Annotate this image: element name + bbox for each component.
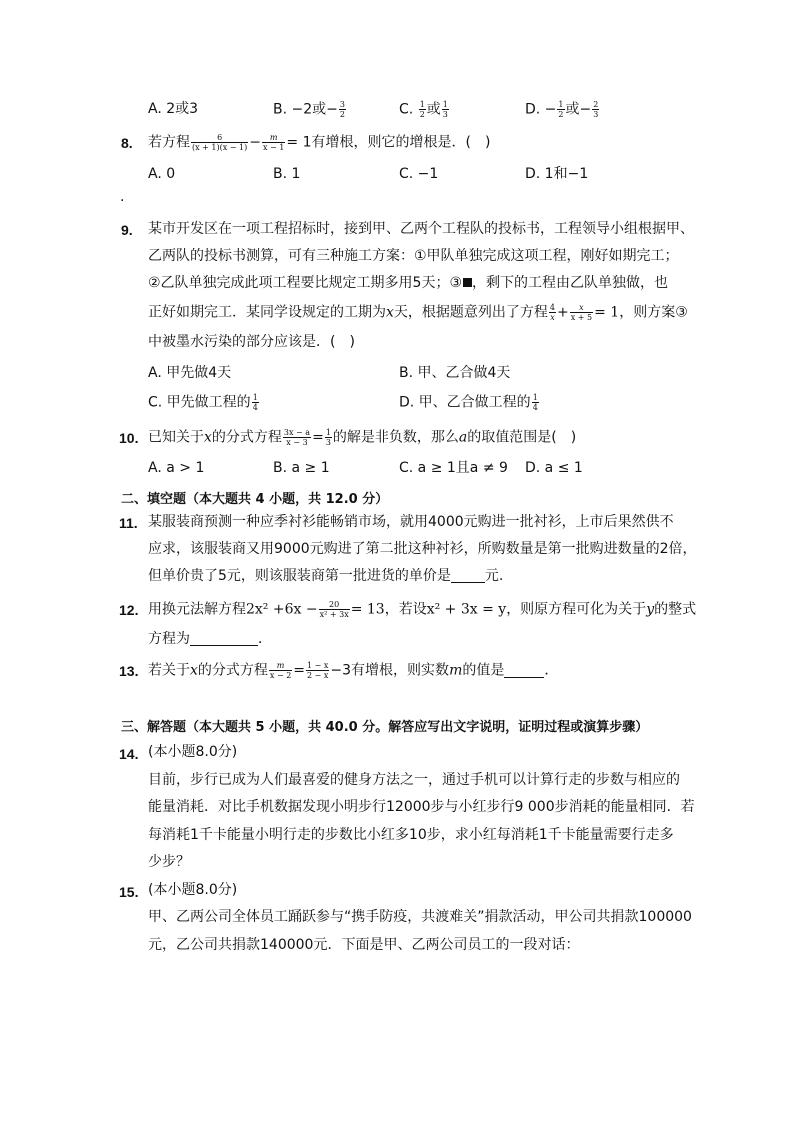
q12-equation-part-2: = 13，若设 (350, 601, 427, 618)
q8-option-a: A. 0 (148, 166, 176, 182)
q10-option-d: D. a ≤ 1 (525, 460, 583, 476)
plus-sign: + (557, 304, 569, 321)
q9-option-c (148, 393, 260, 412)
q14-line-2: 能量消耗．对比手机数据发现小明步行12000步与小红步行9 000步消耗的能量相同．若 (148, 799, 695, 815)
q10-option-a: A. a > 1 (148, 460, 205, 476)
variable: x (190, 662, 198, 679)
variable: y (646, 601, 655, 618)
q10-text: 已知关于 (148, 429, 204, 446)
q14-score: (本小题8.0分) (148, 744, 238, 760)
q7-option-d (525, 100, 600, 119)
q15-line-2: 元，乙公司共捐款140000元．下面是甲、乙两公司员工的一段对话： (148, 937, 580, 953)
question-number: 15. (119, 884, 139, 900)
q7-option-b-text: B. −2或− (273, 101, 338, 118)
q12-line-2 (148, 630, 272, 648)
q9-line-5: 中被墨水污染的部分应该是．( ) (148, 334, 355, 350)
q12-line-2-tail: ． (258, 631, 272, 647)
ink-blot-icon (463, 278, 472, 287)
q9-line-2: 乙两队的投标书测算，可有三种施工方案：①甲队单独完成这项工程，刚好如期完工； (148, 248, 679, 264)
fraction: $\frac{1}{2}$ (558, 100, 564, 119)
q7-option-c-text: C. (399, 101, 418, 118)
fraction: $\frac{1}{4}$ (252, 393, 258, 412)
q9-option-b: B. 甲、乙合做4天 (399, 365, 511, 381)
q12-text-tail: 的整式 (654, 601, 697, 618)
q8-text: 若方程 (148, 134, 190, 151)
question-number: 8. (121, 135, 133, 151)
q13-text-tail: ． (544, 662, 559, 679)
question-number: 12. (119, 602, 139, 618)
q9-option-a: A. 甲先做4天 (148, 365, 232, 381)
equals-sign: = (312, 429, 324, 446)
fraction: $\frac{20}{\text{x² + 3x}}$ (319, 600, 349, 619)
q12-stem (148, 600, 696, 619)
q12-line-2-text: 方程为 (148, 631, 190, 647)
q13-text-post: −3有增根，则实数 (330, 662, 450, 679)
q12-substitution: x² + 3x = y (426, 601, 507, 618)
q10-text-post: 的解是非负数，那么 (332, 429, 459, 446)
answer-blank[interactable] (504, 663, 544, 678)
fraction: $\frac{m}{x - 1}$ (263, 133, 285, 152)
fraction: $\frac{1 - x}{2 - x}$ (307, 661, 329, 680)
question-number: 9. (121, 222, 133, 238)
q11-line-1: 某服装商预测一种应季衬衫能畅销市场，就用4000元购进一批衬衫，上市后果然供不 (148, 514, 674, 530)
q13-text-mid: 的分式方程 (197, 662, 268, 679)
section-title: 二、填空题（本大题共 4 小题，共 12.0 分） (121, 492, 389, 507)
fraction: $\frac{m}{x - 2}$ (269, 661, 292, 680)
q9-line-3-text: ②乙队单独完成此项工程要比规定工期多用5天；③ (148, 275, 463, 291)
q9-option-d-text: D. 甲、乙合做工程的 (399, 394, 531, 411)
q13-text: 若关于 (148, 662, 190, 679)
q9-line-1: 某市开发区在一项工程招标时，接到甲、乙两个工程队的投标书，工程领导小组根据甲、 (148, 221, 694, 237)
q10-option-c: C. a ≥ 1且a ≠ 9 (399, 460, 508, 476)
fraction: $\frac{1}{3}$ (442, 100, 448, 119)
question-number: 11. (119, 515, 138, 531)
q11-line-3-text: 但单价贵了5元，则该服装商第一批进货的单价是 (148, 568, 451, 584)
q12-text-post: ，则原方程可化为关于 (506, 601, 647, 618)
q9-line-3 (148, 274, 668, 292)
answer-blank[interactable] (190, 631, 258, 646)
q10-option-b: B. a ≥ 1 (273, 460, 330, 476)
q10-stem (148, 428, 576, 447)
q9-line-4-tail: ，则方案③ (619, 304, 688, 321)
q10-text-tail: 的取值范围是( ) (467, 429, 577, 446)
fraction: $\frac{3}{2}$ (339, 100, 345, 119)
fraction: $\frac{2}{3}$ (593, 100, 599, 119)
q7-option-c-mid: 或 (426, 101, 441, 118)
variable: a (458, 429, 468, 446)
q15-line-1: 甲、乙两公司全体员工踊跃参与“携手防疫，共渡难关”捐款活动，甲公司共捐款100000 (148, 909, 692, 925)
q12-text: 用换元法解方程 (148, 601, 246, 618)
question-number: 14. (119, 746, 139, 762)
fraction: $\frac{4}{x}$ (549, 303, 555, 322)
q9-option-d (399, 393, 540, 412)
q8-option-b: B. 1 (273, 166, 301, 182)
q12-equation-part: 2x² +6x − (246, 601, 318, 618)
q9-line-4 (148, 303, 688, 322)
minus-sign: − (249, 134, 261, 151)
q11-line-3-tail: 元. (484, 568, 504, 584)
stray-dot: . (120, 189, 125, 205)
q13-stem (148, 661, 558, 680)
question-number: 10. (119, 430, 139, 446)
q7-option-b (273, 100, 347, 119)
equals-sign: = (293, 662, 306, 679)
fraction: $\frac{1}{3}$ (325, 428, 331, 447)
q14-line-4: 少步？ (148, 854, 190, 870)
section-title: 三、解答题（本大题共 5 小题，共 40.0 分。解答应写出文字说明，证明过程或演算步骤） (121, 720, 649, 735)
q9-line-3-tail: ，剩下的工程由乙队单独做，也 (472, 275, 669, 291)
q7-option-c (399, 100, 450, 119)
fraction: $\frac{1}{2}$ (419, 100, 425, 119)
question-number: 13. (119, 663, 139, 679)
q8-text-tail: = 1有增根，则它的增根是．( ) (286, 134, 491, 151)
q14-line-3: 每消耗1千卡能量小明行走的步数比小红多10步，求小红每消耗1千卡能量需要行走多 (148, 827, 674, 843)
q11-line-3 (148, 567, 503, 585)
fraction: $\frac{1}{4}$ (532, 393, 538, 412)
q7-option-d-mid: 或− (565, 101, 592, 118)
q11-line-2: 应求，该服装商又用9000元购进了第二批这种衬衫，所购数量是第一批购进数量的2倍， (148, 541, 697, 557)
q7-option-d-text: D. − (525, 101, 557, 118)
variable: x (204, 429, 212, 446)
q8-stem (148, 133, 490, 152)
q7-option-a: A. 2或3 (148, 101, 199, 117)
q9-line-4-mid: 天，根据题意列出了方程 (393, 304, 548, 321)
q8-option-d: D. 1和−1 (525, 166, 589, 182)
answer-blank[interactable] (451, 568, 485, 583)
q15-score: (本小题8.0分) (148, 882, 238, 898)
variable: x (386, 304, 394, 321)
q9-line-4-text: 正好如期完工．某同学设规定的工期为 (148, 304, 386, 321)
fraction: $\frac{6}{(x + 1)(x - 1)}$ (192, 133, 248, 152)
equation-rhs: = 1 (594, 304, 620, 321)
q9-option-c-text: C. 甲先做工程的 (148, 394, 251, 411)
fraction: $\frac{x}{x + 5}$ (570, 303, 593, 322)
q13-text-post-2: 的值是 (462, 662, 505, 679)
q10-text-mid: 的分式方程 (211, 429, 282, 446)
q14-line-1: 目前，步行已成为人们最喜爱的健身方法之一，通过手机可以计算行走的步数与相应的 (148, 772, 680, 788)
q8-option-c: C. −1 (399, 166, 439, 182)
variable: m (449, 662, 463, 679)
fraction: $\frac{3x - a}{x - 3}$ (283, 428, 311, 447)
